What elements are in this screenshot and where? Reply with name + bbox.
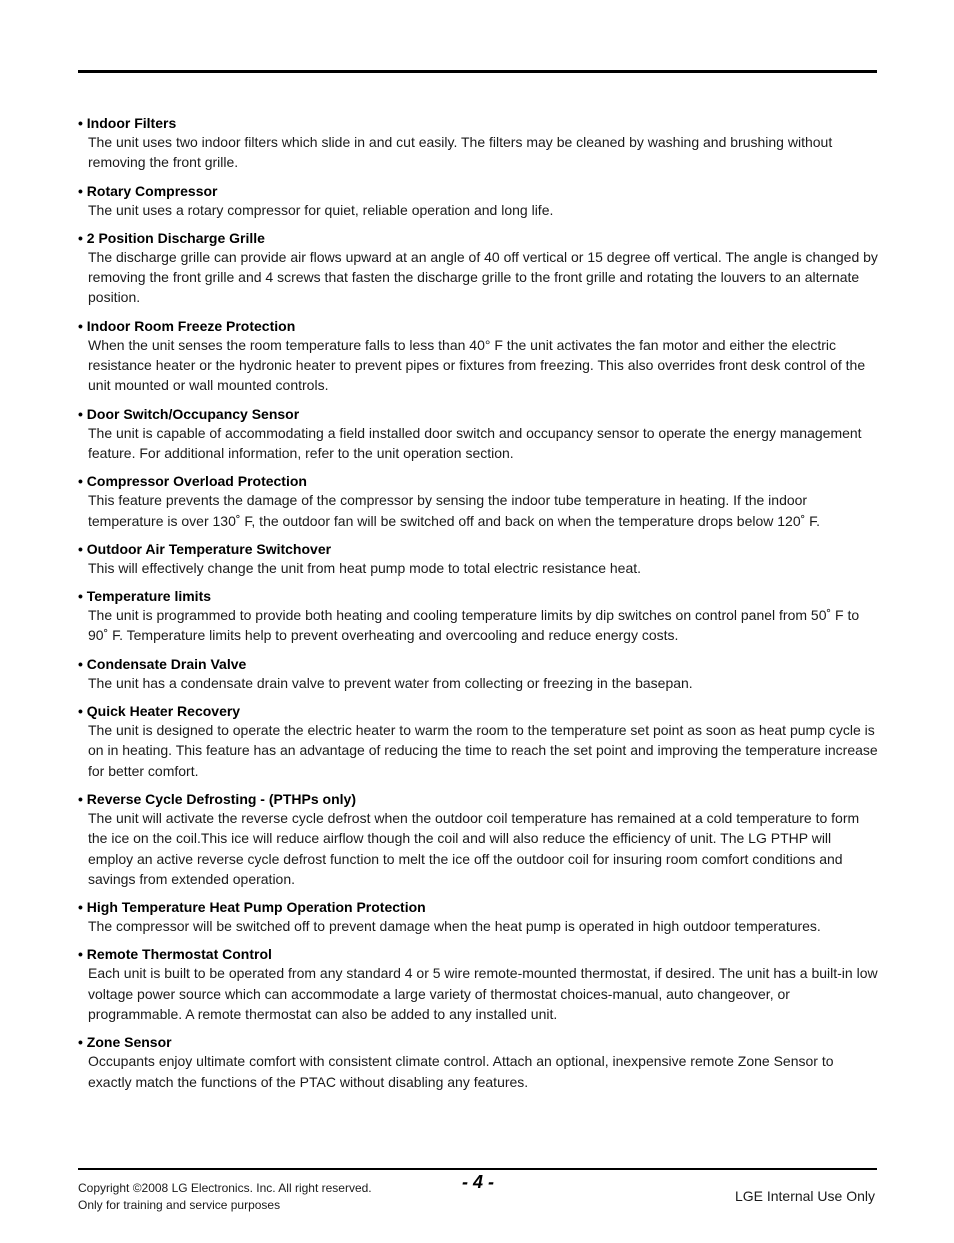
feature-title: • Compressor Overload Protection xyxy=(78,473,307,490)
footer-rule xyxy=(78,1168,877,1170)
feature-overload-protection xyxy=(78,472,878,531)
feature-remote-thermostat xyxy=(78,945,878,1024)
internal-use-notice: LGE Internal Use Only xyxy=(734,1188,875,1204)
feature-description: Each unit is built to be operated from any standard 4 or 5 wire remote-mounted thermostat, if desired. The unit has a built-in low voltage power source which can accommodate a large variety of thermostat choices-manual, auto changeover, or programmable. A remote thermostat can also be added to any installed unit. xyxy=(88,965,878,1023)
feature-reverse-defrost xyxy=(78,790,878,889)
feature-title: • Indoor Filters xyxy=(78,115,177,131)
feature-list xyxy=(78,114,878,1101)
feature-door-switch xyxy=(78,405,878,464)
feature-description: The unit is programmed to provide both heating and cooling temperature limits by dip switches on control panel from 50˚ F to 90˚ F. Temperature limits help to prevent overheating and overcooling and reduce energy costs. xyxy=(88,607,860,644)
feature-title: • Zone Sensor xyxy=(78,1034,172,1051)
feature-title: • Outdoor Air Temperature Switchover xyxy=(78,540,332,557)
feature-title: • Indoor Room Freeze Protection xyxy=(78,317,296,334)
feature-description: When the unit senses the room temperature falls to less than 40° F the unit activates the fan motor and either the electric resistance heater or the hydronic heater to prevent pipes or fixtures from freezing. This also overrides front desk control of the unit mounted or wall mounted controls. xyxy=(88,336,866,394)
feature-description: This will effectively change the unit from heat pump mode to total electric resistance heat. xyxy=(88,559,642,576)
feature-outdoor-switchover xyxy=(78,540,878,578)
feature-zone-sensor xyxy=(78,1033,878,1092)
feature-description: The discharge grille can provide air flows upward at an angle of 40 off vertical or 15 degree off vertical. The angle is changed by removing the front grille and 4 screws that fasten the discharge grille to the front grille and rotating the louvers to an alternate position. xyxy=(88,248,878,306)
feature-title: • Remote Thermostat Control xyxy=(78,946,272,963)
feature-freeze-protection xyxy=(78,317,878,396)
feature-temperature-limits xyxy=(78,587,878,646)
feature-description: The unit is designed to operate the electric heater to warm the room to the temperature set point as soon as heat pump cycle is on in heating. This feature has an advantage of reducing the time to reach the set point and improving the temperature increase for better comfort. xyxy=(88,722,878,779)
feature-description: The unit uses a rotary compressor for quiet, reliable operation and long life. xyxy=(88,201,554,218)
feature-title: • Rotary Compressor xyxy=(78,182,218,199)
feature-title: • Temperature limits xyxy=(78,588,212,605)
feature-description: The unit has a condensate drain valve to prevent water from collecting or freezing in the basepan. xyxy=(88,674,693,691)
feature-title: • Door Switch/Occupancy Sensor xyxy=(78,405,300,422)
feature-title: • 2 Position Discharge Grille xyxy=(78,229,265,246)
feature-description: Occupants enjoy ultimate comfort with consistent climate control. Attach an optional, inexpensive remote Zone Sensor to exactly match the functions of the PTAC without disabling any features. xyxy=(88,1053,834,1090)
feature-title: • Condensate Drain Valve xyxy=(78,655,247,672)
feature-title: • Quick Heater Recovery xyxy=(78,703,241,720)
page-number: - 4 - xyxy=(461,1172,494,1192)
footer-copyright-block xyxy=(78,1180,372,1214)
feature-description: The unit is capable of accommodating a field installed door switch and occupancy sensor to operate the energy management feature. For additional information, refer to the unit operation section. xyxy=(88,424,862,461)
feature-description: The compressor will be switched off to prevent damage when the heat pump is operated in high outdoor temperatures. xyxy=(88,918,821,935)
feature-indoor-filters xyxy=(78,114,878,173)
copyright-text: Copyright ©2008 LG Electronics. Inc. All right reserved. xyxy=(78,1181,372,1195)
header-rule xyxy=(78,70,877,73)
feature-high-temp-protection xyxy=(78,898,878,936)
feature-title: • Reverse Cycle Defrosting - (PTHPs only) xyxy=(78,790,356,807)
feature-description: The unit will activate the reverse cycle defrost when the outdoor coil temperature has remained at a cold temperature to form the ice on the coil.This ice will reduce airflow though the coil and will also reduce the efficiency of unit. The LG PTHP will employ an active reverse cycle defrost function to melt the ice off the outdoor coil for insuring room comfort conditions and savings from extended operation. xyxy=(88,809,860,887)
feature-title: • High Temperature Heat Pump Operation Protection xyxy=(78,899,426,916)
feature-heater-recovery xyxy=(78,702,878,781)
training-notice: Only for training and service purposes xyxy=(78,1198,281,1212)
feature-description: This feature prevents the damage of the compressor by sensing the indoor tube temperature in heating. If the indoor temperature is over 130˚ F, the outdoor fan will be switched off and back on when the temperature drops below 120˚ F. xyxy=(88,492,821,529)
feature-rotary-compressor xyxy=(78,182,878,220)
feature-drain-valve xyxy=(78,655,878,693)
feature-discharge-grille xyxy=(78,229,878,308)
feature-description: The unit uses two indoor filters which slide in and cut easily. The filters may be cleaned by washing and brushing without removing the front grille. xyxy=(88,134,833,171)
